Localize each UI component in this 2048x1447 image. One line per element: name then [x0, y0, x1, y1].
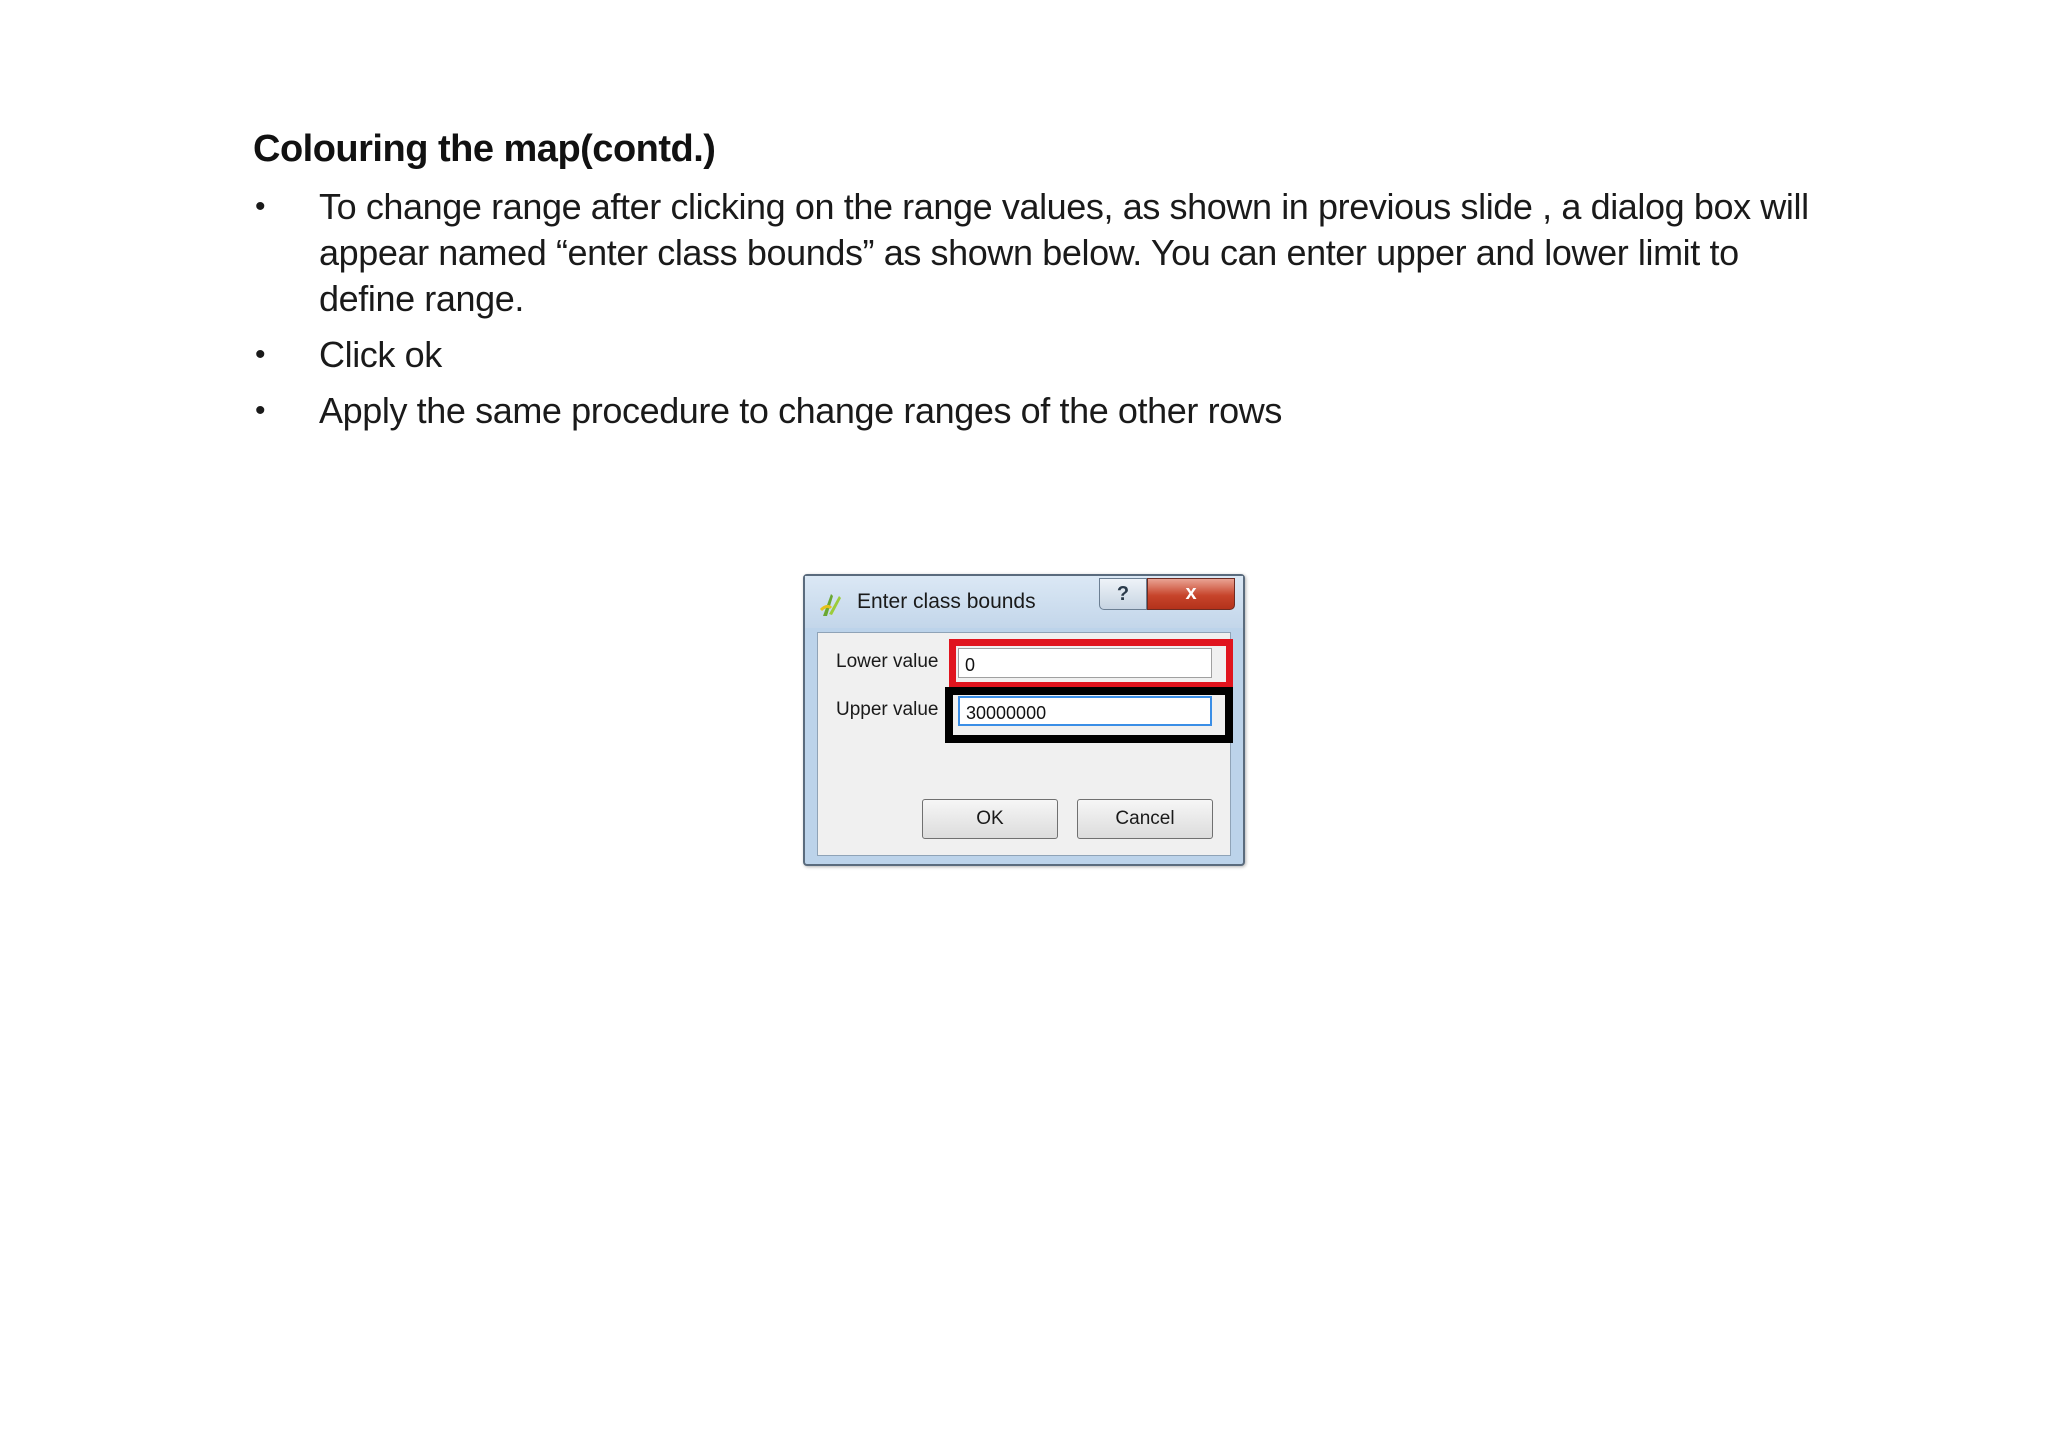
slide-title: Colouring the map(contd.): [253, 128, 716, 170]
bullet-text: Click ok: [319, 334, 442, 375]
bullet-item: [253, 332, 1813, 378]
bullet-text: To change range after clicking on the range values, as shown in previous slide , a dialog box will appear named “enter class bounds” as shown below. You can enter upper and lower limit to define range.: [319, 186, 1809, 319]
bullet-item: [253, 184, 1813, 322]
qgis-icon: [819, 590, 843, 618]
dialog-body: [817, 632, 1231, 856]
bullet-list: [253, 184, 1813, 444]
help-button[interactable]: [1099, 578, 1147, 610]
close-icon: x: [1185, 582, 1197, 604]
bullet-text: Apply the same procedure to change ranges of the other rows: [319, 390, 1282, 431]
lower-value-label: Lower value: [836, 651, 939, 672]
ok-button[interactable]: OK: [922, 799, 1058, 839]
bullet-marker: •: [255, 338, 266, 371]
upper-value-input[interactable]: [958, 696, 1212, 726]
dialog-title: Enter class bounds: [857, 590, 1036, 613]
bullet-marker: •: [255, 394, 266, 427]
close-button[interactable]: [1147, 578, 1235, 610]
cancel-button[interactable]: Cancel: [1077, 799, 1213, 839]
upper-value-label: Upper value: [836, 699, 939, 720]
bullet-item: [253, 388, 1813, 434]
enter-class-bounds-dialog: [803, 574, 1245, 866]
lower-value-input[interactable]: [958, 648, 1212, 678]
help-icon: ?: [1116, 583, 1130, 605]
bullet-marker: •: [255, 190, 266, 223]
dialog-titlebar[interactable]: [805, 576, 1243, 628]
